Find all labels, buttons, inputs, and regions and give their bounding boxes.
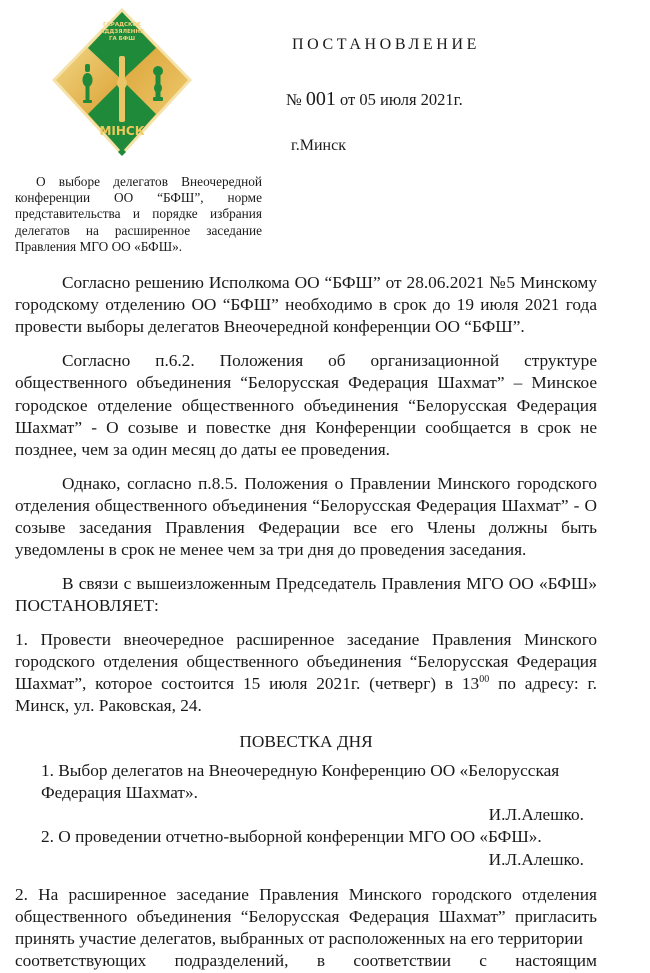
logo-text-line-3: ГА БФШ xyxy=(108,36,136,42)
resolution-item-2: 2. На расширенное заседание Правления Минского городского отделения общественного объединения “Белорусская Федерация Шахмат” пригласить принять участие делегатов, выбранных от расположенных на его территории xyxy=(15,884,597,949)
logo-text-line-2: АДДЗЯЛЕННЕ xyxy=(100,29,144,35)
document-title: ПОСТАНОВЛЕНИЕ xyxy=(292,36,480,53)
logo-text-line-1: ГАРАДСКОЕ xyxy=(103,22,141,28)
item-1-text: 1. Провести внеочередное расширенное заседание Правления Минского городского отделения общественного объединения “Белорусская Федерация Шахмат”, которое состоится 15 июля 2021г. (четверг) в 13 xyxy=(15,629,597,694)
document-body xyxy=(15,272,597,973)
document-number-line xyxy=(286,88,463,111)
document-city: г.Минск xyxy=(291,137,346,154)
resolution-item-2-continuation: соответствующих подразделений, в соответствии с настоящим xyxy=(15,951,597,971)
paragraph-1: Согласно решению Исполкома ОО “БФШ” от 28.06.2021 №5 Минскому городскому отделению ОО “БФШ” необходимо в срок до 19 июля 2021 года провести выборы делегатов Внеочередной конференции ОО “БФШ”. xyxy=(15,273,597,337)
paragraph-3: Однако, согласно п.8.5. Положения о Правлении Минского городского отделения общественного объединения “Белорусская Федерация Шахмат” - О созыве заседания Правления Федерации все его Члены должны быть уведомлены в срок не менее чем за три дня до проведения заседания. xyxy=(15,473,597,560)
logo-city-label: МІНСК xyxy=(99,124,145,138)
agenda-item: 2. О проведении отчетно-выборной конференции МГО ОО «БФШ». xyxy=(41,827,542,847)
minsk-chess-federation-logo xyxy=(48,4,196,158)
paragraph-4: В связи с вышеизложенным Председатель Правления МГО ОО «БФШ» ПОСТАНОВЛЯЕТ: xyxy=(15,573,597,616)
agenda-speaker: И.Л.Алешко. xyxy=(488,805,584,825)
item-1-address: по адресу: г. Минск, ул. Раковская, 24. xyxy=(15,674,597,716)
document-date: от 05 июля 2021г. xyxy=(340,90,463,109)
document-number: 001 xyxy=(305,88,336,110)
resolution-item-1 xyxy=(15,629,597,718)
number-sign: № xyxy=(286,90,302,109)
paragraph-2: Согласно п.6.2. Положения об организационной структуре общественного объединения “Белорусская Федерация Шахмат” – Минское городское отделение общественного объединения “Белорусская Федерация Шахмат” - О созыве и повестке дня Конференции сообщается в срок не позднее, чем за один месяц до даты ее проведения. xyxy=(15,351,597,459)
agenda-heading: ПОВЕСТКА ДНЯ xyxy=(239,731,373,751)
agenda-list xyxy=(15,760,597,871)
time-minutes: 00 xyxy=(479,674,490,686)
agenda-item: 1. Выбор делегатов на Внеочередную Конференцию ОО «Белорусская Федерация Шахмат». xyxy=(41,760,560,803)
document-subject: О выборе делегатов Внеочередной конференции ОО “БФШ”, норме представительства и порядке избрания делегатов на расширенное заседание Правления МГО ОО «БФШ». xyxy=(15,174,262,254)
agenda-speaker: И.Л.Алешко. xyxy=(488,849,584,869)
